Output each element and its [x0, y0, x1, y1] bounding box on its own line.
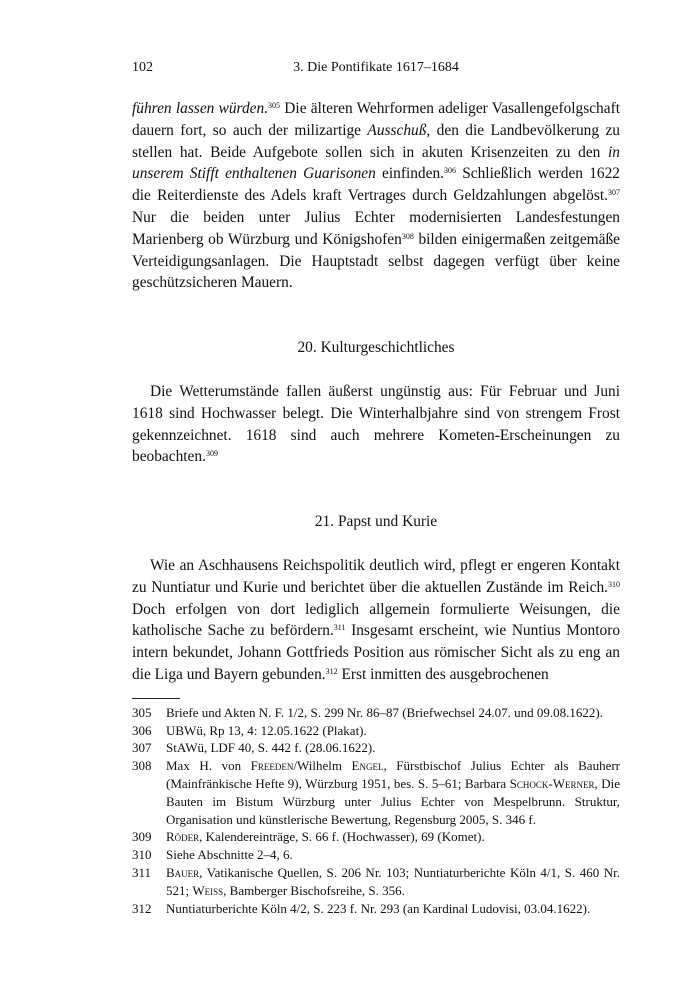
footnote-ref-310[interactable]: 310	[608, 579, 620, 589]
footnote-text: Siehe Abschnitte 2–4, 6.	[166, 847, 293, 863]
author-name: Weiss	[192, 882, 224, 898]
footnote-text: , Kalendereinträge, S. 66 f. (Hochwasser), 69 (Komet).	[199, 829, 485, 845]
author-name: Bauer	[166, 864, 200, 880]
footnote-312	[132, 900, 620, 918]
paragraph-text: Die Wetterumstände fallen äußerst ungünstig aus: Für Februar und Juni 1618 sind Hochwasser belegt. Die Winterhalbjahre sind von strengem Frost gekennzeichnet. 1618 sind auch mehrere Kometen-Erscheinungen zu beobachten.	[132, 382, 620, 466]
paragraph-text: einfinden.	[375, 165, 444, 183]
footnote-text: , Bamberger Bischofsreihe, S. 356.	[223, 882, 405, 898]
footnote-number: 312	[132, 900, 152, 916]
footnote-text: , Die Bauten im Bistum Würzburg unter Julius Echter von Mespelbrunn. Struktur, Organisation und künstlerische Bewertung, Regensburg 2005, S. 346 f.	[166, 775, 620, 827]
footnote-number: 308	[132, 758, 152, 774]
footnote-number: 307	[132, 740, 152, 756]
footnote-ref-307[interactable]: 307	[608, 188, 620, 198]
footnote-311	[132, 864, 620, 900]
paragraph-text: Insgesamt erscheint, wie Nuntius Montoro intern bekundet, Johann Gottfrieds Position aus römischer Sicht als zu eng an die Liga und Bayern gebunden.	[132, 622, 621, 683]
footnote-number: 309	[132, 829, 152, 845]
author-name: Schock-Werner	[509, 775, 595, 791]
footnote-number: 306	[132, 722, 152, 738]
book-page	[132, 60, 620, 917]
paragraph-culture	[132, 381, 620, 468]
footnote-310	[132, 846, 620, 864]
paragraph-text: Wie an Aschhausens Reichspolitik deutlich wird, pflegt er engeren Kontakt zu Nuntiatur und Kurie und berichtet über die aktuellen Zustände im Reich.	[132, 556, 620, 596]
footnote-text: , Vatikanische Quellen, S. 206 Nr. 103; Nuntiaturberichte Köln 4/1, S. 460 Nr. 521;	[166, 864, 620, 898]
italic-term: Ausschuß	[367, 121, 427, 139]
footnote-306	[132, 722, 620, 740]
paragraph-text: Schließlich werden 1622 die Reiterdienste des Adels kraft Vertrages durch Geldzahlungen abgelöst.	[132, 165, 620, 205]
footnote-number: 305	[132, 704, 152, 720]
footnote-309	[132, 828, 620, 846]
footnote-307	[132, 739, 620, 757]
footnote-text: Briefe und Akten N. F. 1/2, S. 299 Nr. 86–87 (Briefwechsel 24.07. und 09.08.1622).	[166, 704, 603, 720]
page-number: 102	[132, 60, 153, 75]
author-name: Engel	[351, 758, 384, 774]
footnote-ref-312[interactable]: 312	[325, 666, 338, 676]
footnote-divider	[132, 698, 180, 699]
paragraph-text: Nur die beiden unter Julius Echter modernisierten Landesfestungen Marienberg ob Würzburg und Königshofen	[132, 208, 620, 248]
author-name: Freeden	[250, 758, 294, 774]
page-header	[132, 60, 620, 84]
paragraph-text: Erst inmitten des ausgebrochenen	[337, 665, 549, 683]
paragraph-text: Die älteren Wehrformen adeliger Vasallengefolgschaft dauern fort, so auch der milizartige	[132, 100, 620, 139]
footnote-text: UBWü, Rp 13, 4: 12.05.1622 (Plakat).	[166, 722, 367, 738]
footnote-number: 310	[132, 847, 152, 863]
footnotes	[132, 704, 620, 918]
footnote-305	[132, 704, 620, 722]
footnote-text: StAWü, LDF 40, S. 442 f. (28.06.1622).	[166, 740, 376, 756]
paragraph-text: bilden einigermaßen zeitgemäße Verteidigungsanlagen. Die Hauptstadt selbst dagegen verfügt über keine geschützsicheren Mauern.	[132, 230, 620, 292]
section-heading-21: 21. Papst und Kurie	[314, 513, 438, 531]
footnote-text: Max H. von	[166, 758, 251, 774]
footnote-ref-306[interactable]: 306	[444, 166, 456, 176]
paragraph-curia	[132, 555, 620, 686]
paragraph-text: Doch erfolgen von dort lediglich allgemein formulierte Weisungen, die katholische Sache zu befördern.	[132, 600, 620, 640]
running-head: 3. Die Pontifikate 1617–1684	[293, 60, 459, 75]
footnote-308	[132, 757, 620, 828]
author-name: Röder	[166, 829, 200, 845]
italic-quote: in unserem Stifft enthaltenen Guarisonen	[132, 143, 620, 183]
footnote-ref-309[interactable]: 309	[205, 449, 218, 459]
footnote-ref-311[interactable]: 311	[333, 623, 346, 633]
footnote-number: 311	[132, 864, 152, 880]
footnote-text: Nuntiaturberichte Köln 4/2, S. 223 f. Nr. 293 (an Kardinal Ludovisi, 03.04.1622).	[166, 900, 591, 916]
paragraph-text: , den die Landbevölkerung zu stellen hat. Beide Aufgebote sollen sich in akuten Krisenzeiten zu den	[132, 121, 620, 161]
footnote-ref-305[interactable]: 305	[268, 101, 281, 110]
italic-quote: führen lassen würden.	[132, 100, 269, 117]
paragraph-military	[132, 98, 620, 294]
footnote-ref-308[interactable]: 308	[401, 231, 414, 241]
section-heading-20: 20. Kulturgeschichtliches	[297, 339, 455, 357]
footnote-text: /Wilhelm	[293, 758, 352, 774]
main-text	[132, 98, 620, 686]
footnote-text: , Fürstbischof Julius Echter als Bauherr (Mainfränkische Hefte 9), Würzburg 1951, bes. S. 5–61; Barbara	[166, 758, 621, 791]
